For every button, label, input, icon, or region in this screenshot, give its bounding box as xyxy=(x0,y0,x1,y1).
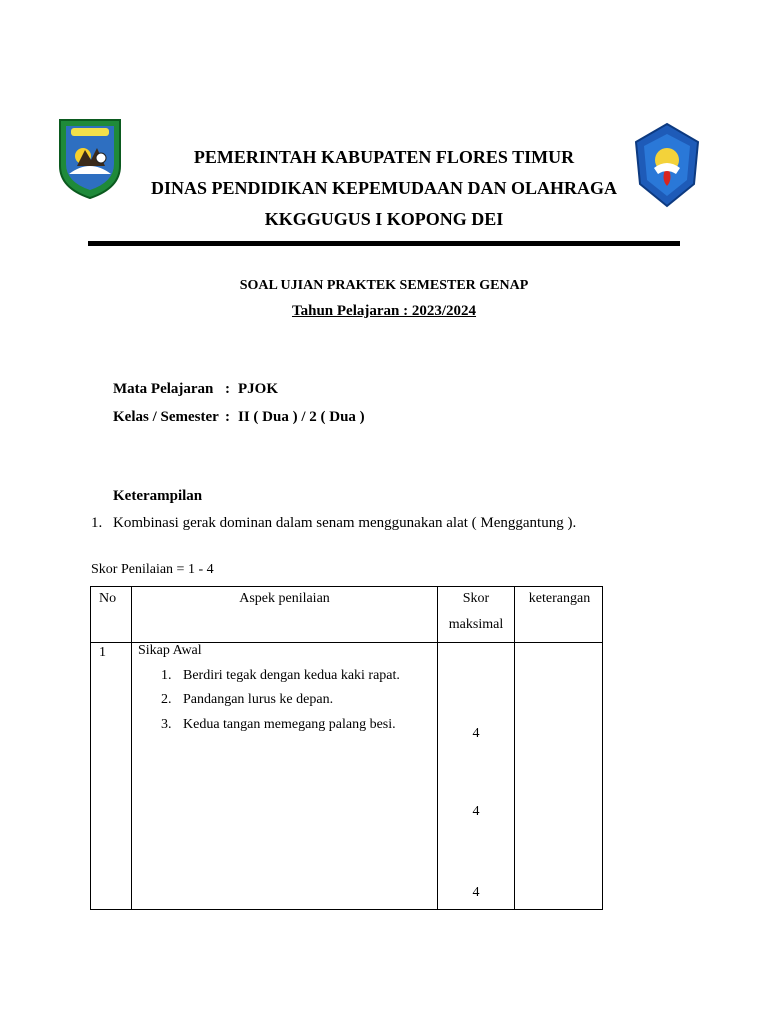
header-line-1: PEMERINTAH KABUPATEN FLORES TIMUR xyxy=(193,147,575,167)
header-line-2: DINAS PENDIDIKAN KEPEMUDAAN DAN OLAHRAGA xyxy=(150,178,617,198)
list-item xyxy=(161,668,400,684)
score-value: 4 xyxy=(472,885,480,900)
class-row xyxy=(113,409,365,426)
exam-year: Tahun Pelajaran : 2023/2024 xyxy=(291,303,477,319)
class-value: II ( Dua ) / 2 ( Dua ) xyxy=(238,409,365,425)
score-value: 4 xyxy=(472,726,480,741)
list-item xyxy=(161,692,333,708)
header-maksimal: maksimal xyxy=(448,617,504,632)
class-sep: : xyxy=(225,409,230,425)
score-note: Skor Penilaian = 1 - 4 xyxy=(91,562,214,577)
question-1 xyxy=(91,515,576,532)
subject-value: PJOK xyxy=(238,381,278,397)
header-aspek: Aspek penilaian xyxy=(239,591,330,606)
header-no: No xyxy=(99,591,117,606)
table-col-divider xyxy=(131,587,132,909)
list-item-text: Pandangan lurus ke depan. xyxy=(183,692,334,707)
header-divider xyxy=(88,241,680,246)
list-item-text: Berdiri tegak dengan kedua kaki rapat. xyxy=(183,668,400,683)
header-keterangan: keterangan xyxy=(528,591,591,606)
list-item-number: 1. xyxy=(161,668,172,683)
score-value: 4 xyxy=(472,804,480,819)
list-item-number: 2. xyxy=(161,692,172,707)
section-title: Keterampilan xyxy=(113,488,203,504)
subject-row xyxy=(113,381,278,398)
row-no: 1 xyxy=(99,645,106,660)
table-col-divider xyxy=(437,587,438,909)
list-item xyxy=(161,717,396,733)
header-skor: Skor xyxy=(462,591,490,606)
class-label: Kelas / Semester xyxy=(113,409,219,425)
header-line-3: KKGGUGUS I KOPONG DEI xyxy=(264,209,504,229)
row-title: Sikap Awal xyxy=(138,643,202,658)
question-1-number: 1. xyxy=(91,515,103,531)
assessment-table xyxy=(90,586,603,910)
list-item-number: 3. xyxy=(161,717,172,732)
question-1-text: Kombinasi gerak dominan dalam senam menggunakan alat ( Menggantung ). xyxy=(113,515,577,531)
exam-title: SOAL UJIAN PRAKTEK SEMESTER GENAP xyxy=(239,278,529,293)
subject-label: Mata Pelajaran xyxy=(113,381,214,397)
exam-year-wrapper xyxy=(0,303,768,320)
table-col-divider xyxy=(514,587,515,909)
subject-sep: : xyxy=(225,381,230,397)
list-item-text: Kedua tangan memegang palang besi. xyxy=(183,717,396,732)
